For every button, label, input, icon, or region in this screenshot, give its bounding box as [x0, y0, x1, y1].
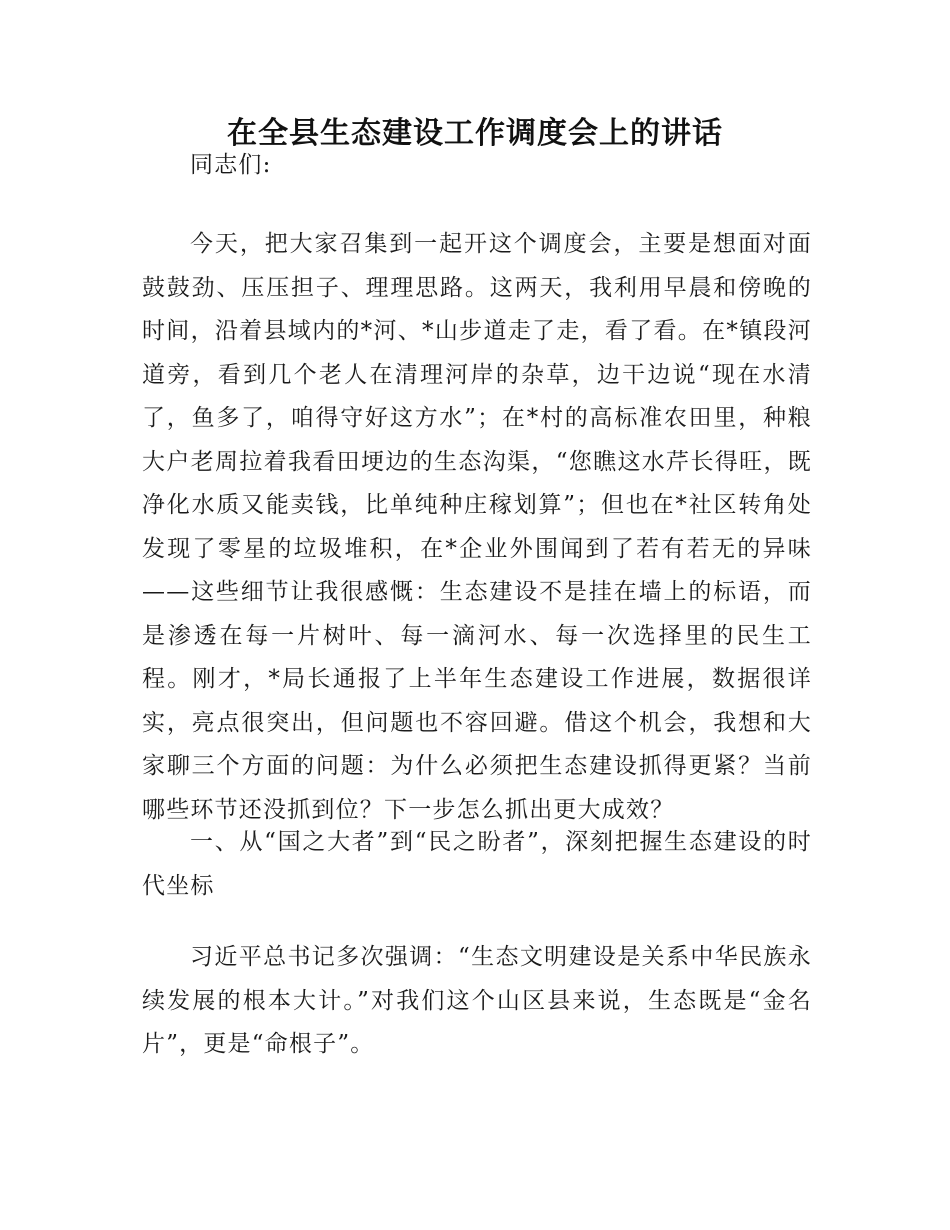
document-title: 在全县生态建设工作调度会上的讲话 [227, 116, 723, 151]
section-heading-one: 一、从“国之大者”到“民之盼者”，深刻把握生态建设的时代坐标 [142, 829, 812, 899]
body-paragraph-intro: 今天，把大家召集到一起开这个调度会，主要是想面对面鼓鼓劲、压压担子、理理思路。这两天，我利用早晨和傍晚的时间，沿着县域内的*河、*山步道走了走，看了看。在*镇段河道旁，看到几个老人在清理河岸的杂草，边干边说“现在水清了，鱼多了，咱得守好这方水”；在*村的高标准农田里，种粮大户老周拉着我看田埂边的生态沟渠，“您瞧这水芹长得旺，既净化水质又能卖钱，比单纯种庄稼划算”；但也在*社区转角处发现了零星的垃圾堆积，在*企业外围闻到了若有若无的异味——这些细节让我很感慨：生态建设不是挂在墙上的标语，而是渗透在每一片树叶、每一滴河水、每一次选择里的民生工程。刚才，*局长通报了上半年生态建设工作进展，数据很详实，亮点很突出，但问题也不容回避。借这个机会，我想和大家聊三个方面的问题：为什么必须把生态建设抓得更紧？当前哪些环节还没抓到位？下一步怎么抓出更大成效？ [142, 231, 812, 823]
body-paragraph-quote: 习近平总书记多次强调：“生态文明建设是关系中华民族永续发展的根本大计。”对我们这个山区县来说，生态既是“金名片”，更是“命根子”。 [142, 944, 812, 1057]
greeting-line: 同志们: [190, 152, 272, 178]
